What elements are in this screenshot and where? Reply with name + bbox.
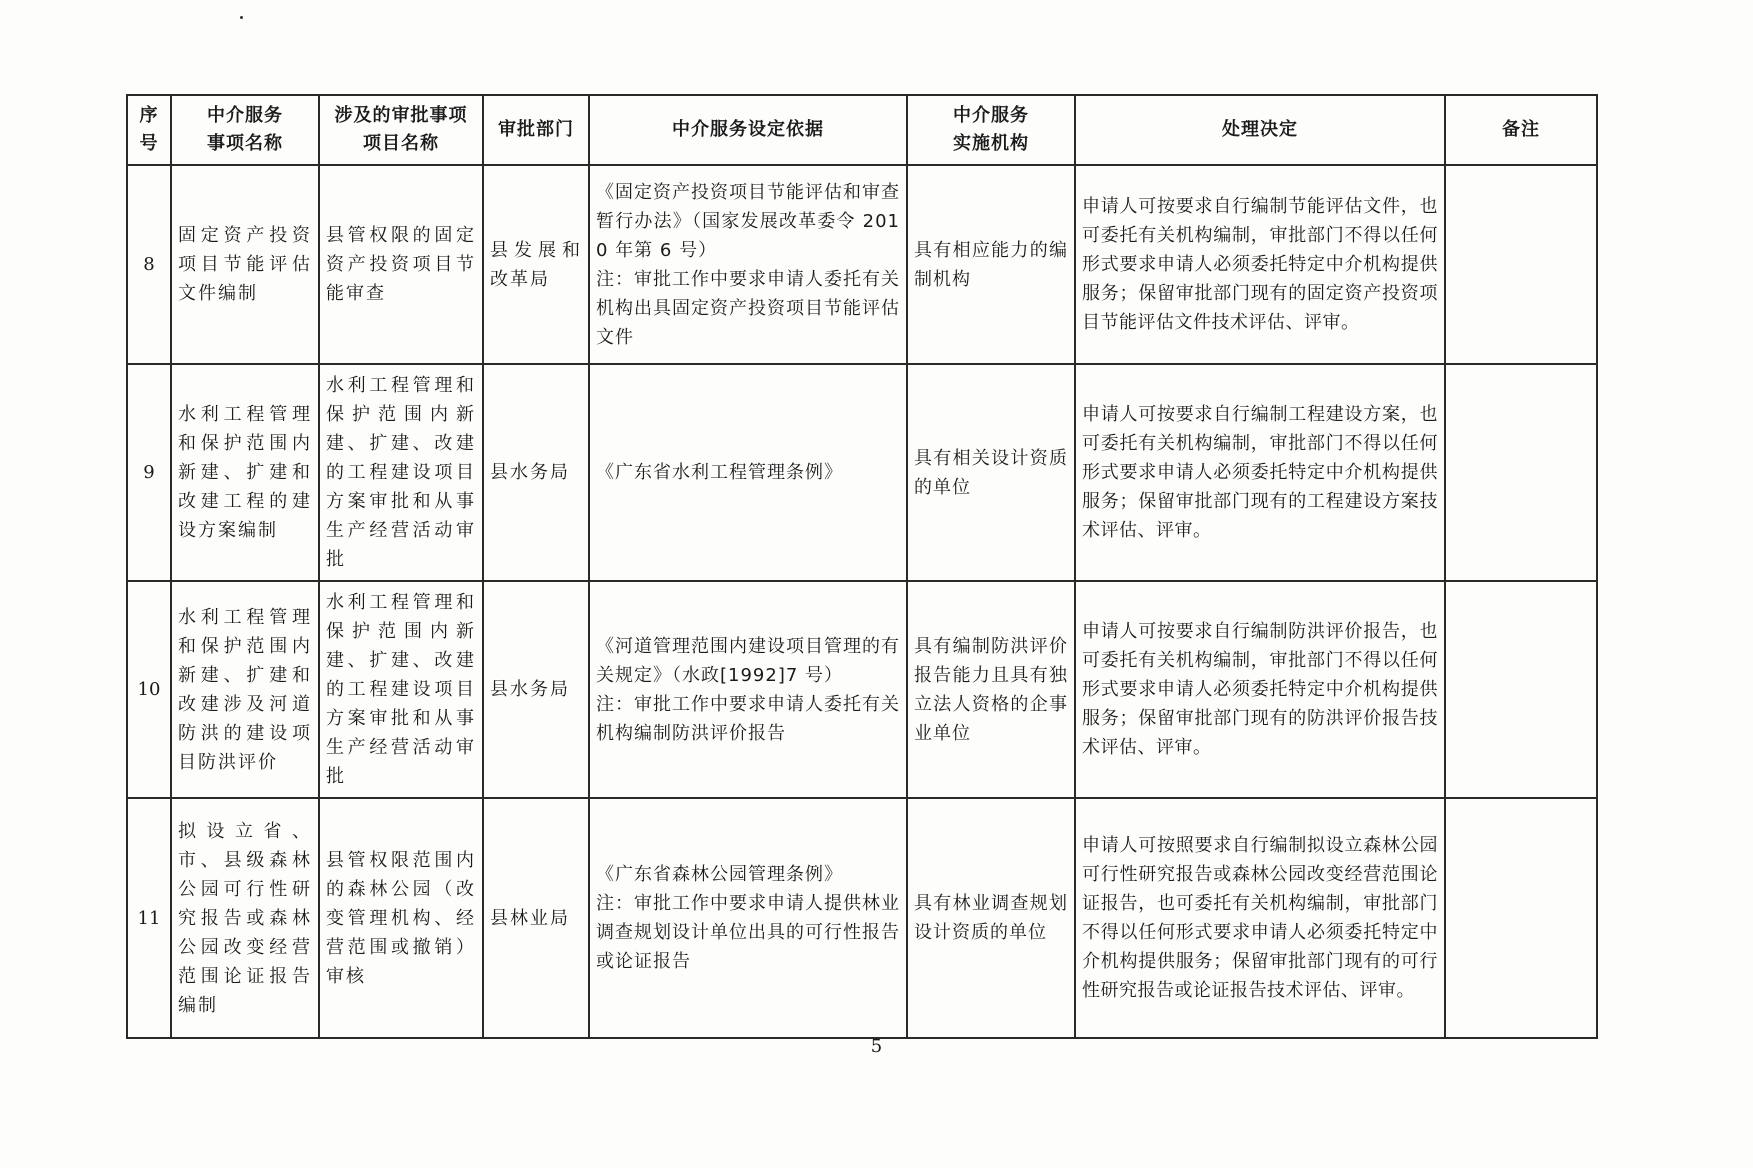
- department: 县林业局: [483, 798, 589, 1038]
- implementing-agency: 具有相关设计资质的单位: [907, 364, 1075, 581]
- service-name: 固定资产投资项目节能评估文件编制: [171, 165, 319, 364]
- header-approval-item: 涉及的审批事项 项目名称: [319, 95, 483, 165]
- remark: [1445, 798, 1597, 1038]
- header-decision: 处理决定: [1075, 95, 1445, 165]
- basis-text: 《固定资产投资项目节能评估和审查暂行办法》（国家发展改革委令 2010 年第 6 号）: [596, 181, 900, 261]
- table-row: [127, 364, 1597, 581]
- basis-text: 《广东省森林公园管理条例》: [596, 864, 843, 885]
- remark: [1445, 364, 1597, 581]
- basis-note: 注：审批工作中要求申请人委托有关机构编制防洪评价报告: [596, 693, 900, 744]
- header-remark: 备注: [1445, 95, 1597, 165]
- department: 县水务局: [483, 581, 589, 798]
- implementing-agency: 具有林业调查规划设计资质的单位: [907, 798, 1075, 1038]
- table-row: [127, 581, 1597, 798]
- header-service-name: 中介服务 事项名称: [171, 95, 319, 165]
- service-basis: [589, 798, 907, 1038]
- implementing-agency: 具有编制防洪评价报告能力且具有独立法人资格的企事业单位: [907, 581, 1075, 798]
- basis-note: 注：审批工作中要求申请人委托有关机构出具固定资产投资项目节能评估文件: [596, 268, 900, 348]
- scan-speck: [240, 16, 243, 19]
- remark: [1445, 165, 1597, 364]
- row-number: 8: [127, 165, 171, 364]
- decision: 申请人可按要求自行编制工程建设方案，也可委托有关机构编制，审批部门不得以任何形式要求申请人必须委托特定中介机构提供服务；保留审批部门现有的工程建设方案技术评估、评审。: [1075, 364, 1445, 581]
- remark: [1445, 581, 1597, 798]
- header-no: 序号: [127, 95, 171, 165]
- row-number: 10: [127, 581, 171, 798]
- service-name: 水利工程管理和保护范围内新建、扩建和改建工程的建设方案编制: [171, 364, 319, 581]
- table-header-row: [127, 95, 1597, 165]
- approval-item: 县管权限的固定资产投资项目节能审查: [319, 165, 483, 364]
- row-number: 11: [127, 798, 171, 1038]
- decision: 申请人可按照要求自行编制拟设立森林公园可行性研究报告或森林公园改变经营范围论证报告，也可委托有关机构编制，审批部门不得以任何形式要求申请人必须委托特定中介机构提供服务；保留审批部门现有的可行性研究报告或论证报告技术评估、评审。: [1075, 798, 1445, 1038]
- basis-text: 《河道管理范围内建设项目管理的有关规定》（水政[1992]7 号）: [596, 635, 900, 686]
- department: 县发展和改革局: [483, 165, 589, 364]
- intermediary-services-table: [126, 94, 1598, 1039]
- service-basis: [589, 581, 907, 798]
- header-department: 审批部门: [483, 95, 589, 165]
- table-row: [127, 798, 1597, 1038]
- header-agency: 中介服务 实施机构: [907, 95, 1075, 165]
- page-number: 5: [870, 1036, 883, 1057]
- basis-text: 《广东省水利工程管理条例》: [596, 462, 843, 483]
- basis-note: 注：审批工作中要求申请人提供林业调查规划设计单位出具的可行性报告或论证报告: [596, 893, 900, 972]
- department: 县水务局: [483, 364, 589, 581]
- approval-item: 水利工程管理和保护范围内新建、扩建、改建的工程建设项目方案审批和从事生产经营活动审批: [319, 364, 483, 581]
- header-basis: 中介服务设定依据: [589, 95, 907, 165]
- service-name: 拟设立省、市、县级森林公园可行性研究报告或森林公园改变经营范围论证报告编制: [171, 798, 319, 1038]
- row-number: 9: [127, 364, 171, 581]
- decision: 申请人可按要求自行编制节能评估文件，也可委托有关机构编制，审批部门不得以任何形式要求申请人必须委托特定中介机构提供服务；保留审批部门现有的固定资产投资项目节能评估文件技术评估、评审。: [1075, 165, 1445, 364]
- decision: 申请人可按要求自行编制防洪评价报告，也可委托有关机构编制，审批部门不得以任何形式要求申请人必须委托特定中介机构提供服务；保留审批部门现有的防洪评价报告技术评估、评审。: [1075, 581, 1445, 798]
- service-name: 水利工程管理和保护范围内新建、扩建和改建涉及河道防洪的建设项目防洪评价: [171, 581, 319, 798]
- service-basis: [589, 165, 907, 364]
- implementing-agency: 具有相应能力的编制机构: [907, 165, 1075, 364]
- approval-item: 水利工程管理和保护范围内新建、扩建、改建的工程建设项目方案审批和从事生产经营活动审批: [319, 581, 483, 798]
- approval-item: 县管权限范围内的森林公园（改变管理机构、经营范围或撤销）审核: [319, 798, 483, 1038]
- service-basis: [589, 364, 907, 581]
- table-row: [127, 165, 1597, 364]
